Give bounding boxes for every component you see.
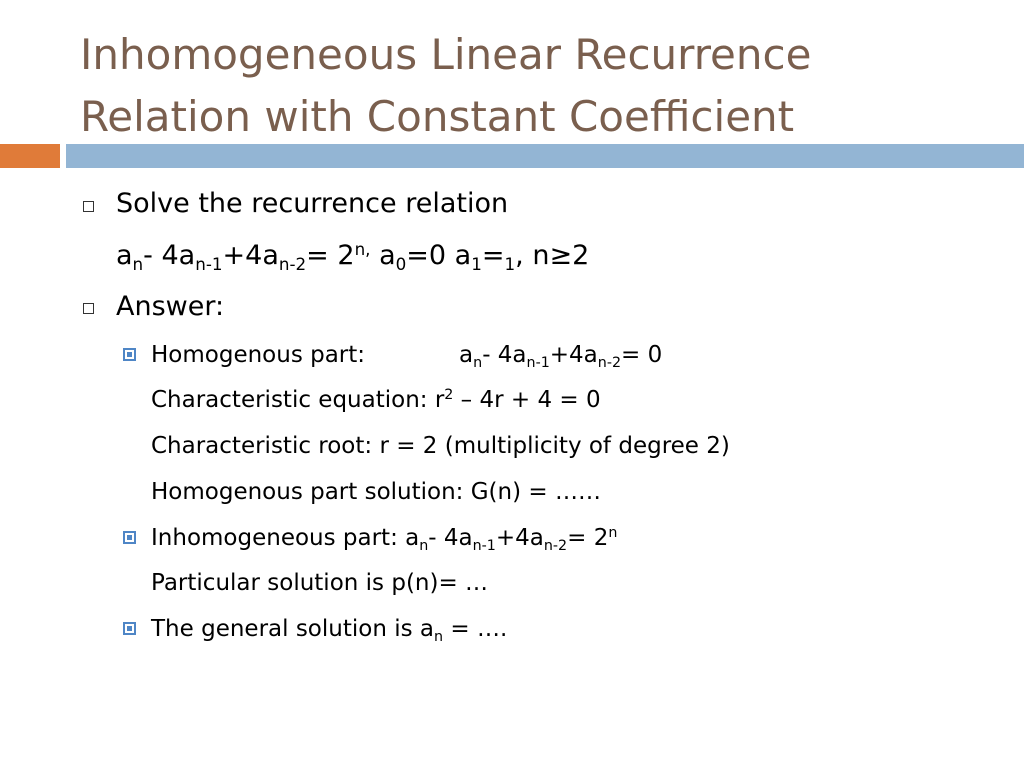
square-bullet-icon (123, 531, 136, 544)
characteristic-root: Characteristic root: r = 2 (multiplicity of degree 2) (151, 433, 730, 459)
eq-part: a (370, 240, 396, 271)
slide-title-line-1: Inhomogeneous Linear Recurrence (80, 30, 812, 79)
characteristic-equation (151, 385, 601, 415)
eq-sub: n (473, 354, 483, 371)
homogenous-solution: Homogenous part solution: G(n) = …… (151, 479, 601, 505)
eq-part: = 2 (567, 525, 609, 551)
square-bullet-icon (123, 622, 136, 635)
eq-sub: n-1 (195, 253, 223, 274)
eq-sub: 1 (471, 253, 482, 274)
char-eq-text: – 4r + 4 = 0 (453, 387, 601, 413)
hollow-square-bullet-icon (83, 201, 94, 212)
recurrence-equation (116, 239, 589, 273)
hollow-square-bullet-icon (83, 303, 94, 314)
eq-sub: n-2 (543, 537, 568, 554)
char-eq-sup: 2 (444, 387, 454, 404)
eq-part: a (459, 342, 474, 368)
general-sub: n (434, 628, 444, 645)
eq-sub: n (132, 253, 144, 274)
eq-part: +4a (222, 240, 279, 271)
eq-sup: n, (354, 238, 371, 259)
eq-part: = (481, 240, 505, 271)
eq-sub: 0 (395, 253, 407, 274)
eq-part: =0 a (406, 240, 472, 271)
eq-part: - 4a (482, 342, 527, 368)
square-bullet-icon (123, 348, 136, 361)
eq-sub: n-1 (526, 354, 550, 371)
eq-sub: 1 (504, 253, 516, 274)
particular-solution: Particular solution is p(n)= … (151, 570, 489, 596)
general-solution (151, 614, 507, 644)
char-eq-text: Characteristic equation: r (151, 387, 445, 413)
eq-part: a (116, 240, 133, 271)
general-text: = …. (443, 616, 508, 642)
bullet-answer: Answer: (116, 291, 225, 322)
bullet-solve: Solve the recurrence relation (116, 188, 509, 219)
eq-sub: n (419, 537, 429, 554)
eq-part: +4a (549, 342, 598, 368)
eq-part: ≥2 (549, 240, 590, 271)
eq-sup: n (608, 525, 618, 542)
homogenous-label: Homogenous part: (151, 342, 366, 368)
eq-sub: n-1 (472, 537, 496, 554)
slide-title-line-2: Relation with Constant Coefficient (80, 92, 795, 141)
general-text: The general solution is a (151, 616, 434, 642)
eq-part: - 4a (428, 525, 473, 551)
eq-part: = 2 (306, 240, 355, 271)
eq-part: Inhomogeneous part: a (151, 525, 420, 551)
homogenous-part (151, 340, 662, 370)
eq-part: - 4a (143, 240, 196, 271)
eq-part: = 0 (621, 342, 663, 368)
eq-part: +4a (495, 525, 544, 551)
eq-sub: n-2 (278, 253, 307, 274)
eq-sub: n-2 (597, 354, 622, 371)
eq-part: , n (515, 240, 550, 271)
inhomogeneous-part (151, 523, 617, 553)
